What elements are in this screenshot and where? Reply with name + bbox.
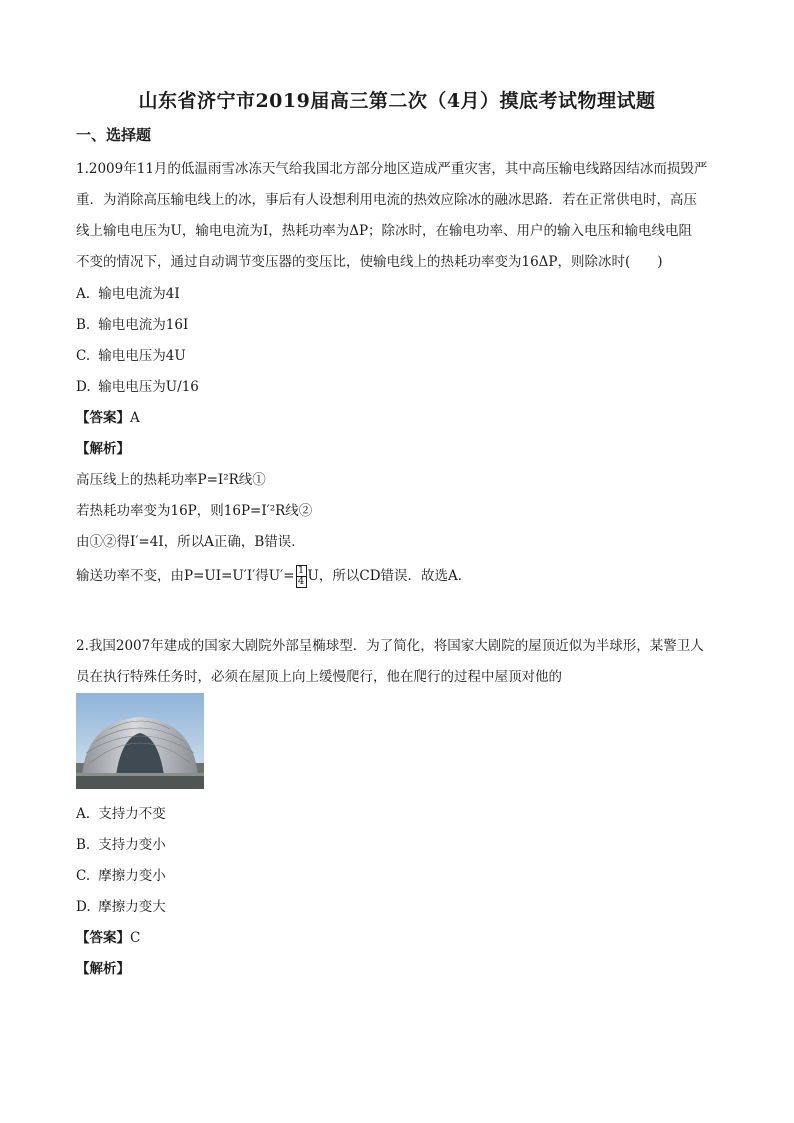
q1-analysis-line: 若热耗功率变为16P，则16P=I′²R线② [76, 503, 313, 519]
grand-theater-image [76, 693, 204, 789]
q1-analysis-tag: 【解析】 [76, 441, 130, 457]
q2-option-b [76, 833, 166, 853]
q1-analysis-line: 由①②得I′=4I，所以A正确，B错误． [76, 534, 305, 550]
q2-stem-line: 2.我国2007年建成的国家大剧院外部呈椭球型．为了简化，将国家大剧院的屋顶近似为半球形，某警卫人 [76, 638, 704, 654]
q1-analysis-conclusion [76, 564, 471, 588]
conclusion-post: U，所以CD错误．故选A． [307, 568, 472, 584]
option-label: C. [76, 348, 91, 364]
answer-value: A [130, 410, 140, 426]
option-label: D. [76, 379, 91, 395]
fraction-one-quarter [296, 565, 307, 588]
q1-analysis-line: 高压线上的热耗功率P=I²R线① [76, 472, 266, 488]
option-text: 输电电流为16I [98, 317, 189, 333]
q2-stem-line: 员在执行特殊任务时，必须在屋顶上向上缓慢爬行，他在爬行的过程中屋顶对他的 [76, 669, 562, 685]
grand-theater-photo [76, 693, 204, 789]
option-label: D. [76, 899, 91, 915]
option-label: C. [76, 868, 91, 884]
q2-analysis-tag: 【解析】 [76, 961, 130, 977]
option-label: A. [76, 806, 91, 822]
q1-stem-line: 1.2009年11月的低温雨雪冰冻天气给我国北方部分地区造成严重灾害，其中高压输电线路因结冰而损毁严 [76, 161, 708, 177]
fraction-denominator: 4 [297, 576, 305, 587]
option-text: 输电电流为4I [98, 286, 180, 302]
option-label: B. [76, 317, 91, 333]
q1-option-d [76, 375, 199, 395]
answer-value: C [130, 930, 141, 946]
answer-tag: 【答案】 [76, 410, 130, 426]
q1-stem-line: 不变的情况下，通过自动调节变压器的变压比，使输电线上的热耗功率变为16ΔP，则除冰时( ) [76, 254, 663, 270]
option-text: 摩擦力变小 [98, 868, 166, 884]
option-text: 摩擦力变大 [98, 899, 166, 915]
answer-tag: 【答案】 [76, 930, 130, 946]
option-text: 支持力变小 [98, 837, 166, 853]
option-text: 输电电压为4U [98, 348, 186, 364]
option-text: 支持力不变 [98, 806, 166, 822]
conclusion-pre: 输送功率不变，由P=UI=U′I′得U′= [76, 568, 295, 584]
q2-option-a [76, 802, 166, 822]
q1-option-c [76, 344, 186, 364]
q2-option-c [76, 864, 166, 884]
page-title: 山东省济宁市2019届高三第二次（4月）摸底考试物理试题 [138, 90, 656, 112]
q1-stem-line: 线上输电电压为U，输电电流为I，热耗功率为ΔP；除冰时，在输电功率、用户的输入电压和输电线电阻 [76, 223, 693, 239]
q2-answer [76, 926, 140, 946]
option-text: 输电电压为U/16 [98, 379, 199, 395]
q1-option-a [76, 282, 180, 302]
option-label: A. [76, 286, 91, 302]
section-heading: 一、选择题 [76, 126, 152, 144]
fraction-numerator: 1 [297, 565, 305, 576]
option-label: B. [76, 837, 91, 853]
q1-answer [76, 406, 140, 426]
q1-stem-line: 重．为消除高压输电线上的冰，事后有人设想利用电流的热效应除冰的融冰思路．若在正常供电时，高压 [76, 192, 697, 208]
q2-option-d [76, 895, 166, 915]
q1-option-b [76, 313, 188, 333]
